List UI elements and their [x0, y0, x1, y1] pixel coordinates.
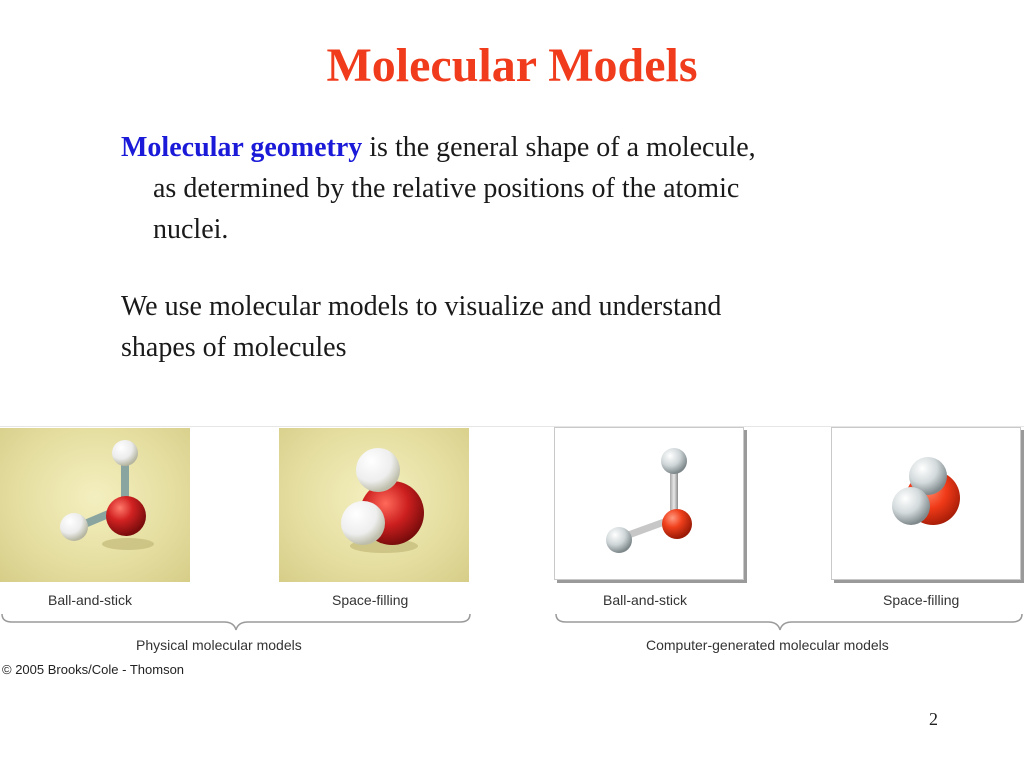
statement-line-1: We use molecular models to visualize and understand	[121, 291, 722, 322]
water-space-filling-render-image	[832, 428, 1020, 579]
copyright-credit: © 2005 Brooks/Cole - Thomson	[2, 662, 185, 677]
group-label-computer: Computer-generated molecular models	[646, 637, 889, 653]
brace-physical	[2, 614, 470, 630]
models-statement	[121, 286, 901, 368]
caption-physical-ball-and-stick: Ball-and-stick	[48, 592, 133, 608]
definition-line-2: as determined by the relative positions of the atomic	[153, 173, 740, 204]
group-label-physical: Physical molecular models	[136, 637, 302, 653]
slide-title: Molecular Models	[326, 39, 698, 92]
grouping-braces	[0, 612, 1024, 634]
definition-line-1: is the general shape of a molecule,	[362, 132, 756, 163]
render-ball-and-stick	[554, 427, 744, 580]
photo-space-filling	[279, 428, 469, 582]
render-space-filling	[831, 427, 1021, 580]
molecular-models-figure	[0, 426, 1024, 686]
caption-physical-space-filling: Space-filling	[332, 592, 409, 608]
caption-cg-space-filling: Space-filling	[883, 592, 960, 608]
definition-line-3: nuclei.	[153, 214, 229, 245]
geometry-definition	[121, 127, 921, 250]
term-molecular-geometry: Molecular geometry	[121, 132, 363, 163]
page-number: 2	[929, 709, 938, 729]
water-ball-stick-render-image	[555, 428, 743, 579]
photo-ball-and-stick	[0, 428, 190, 582]
water-ball-stick-photo-image	[0, 428, 190, 582]
caption-cg-ball-and-stick: Ball-and-stick	[603, 592, 688, 608]
water-space-filling-photo-image	[279, 428, 469, 582]
statement-line-2: shapes of molecules	[121, 332, 347, 363]
brace-computer	[556, 614, 1022, 630]
